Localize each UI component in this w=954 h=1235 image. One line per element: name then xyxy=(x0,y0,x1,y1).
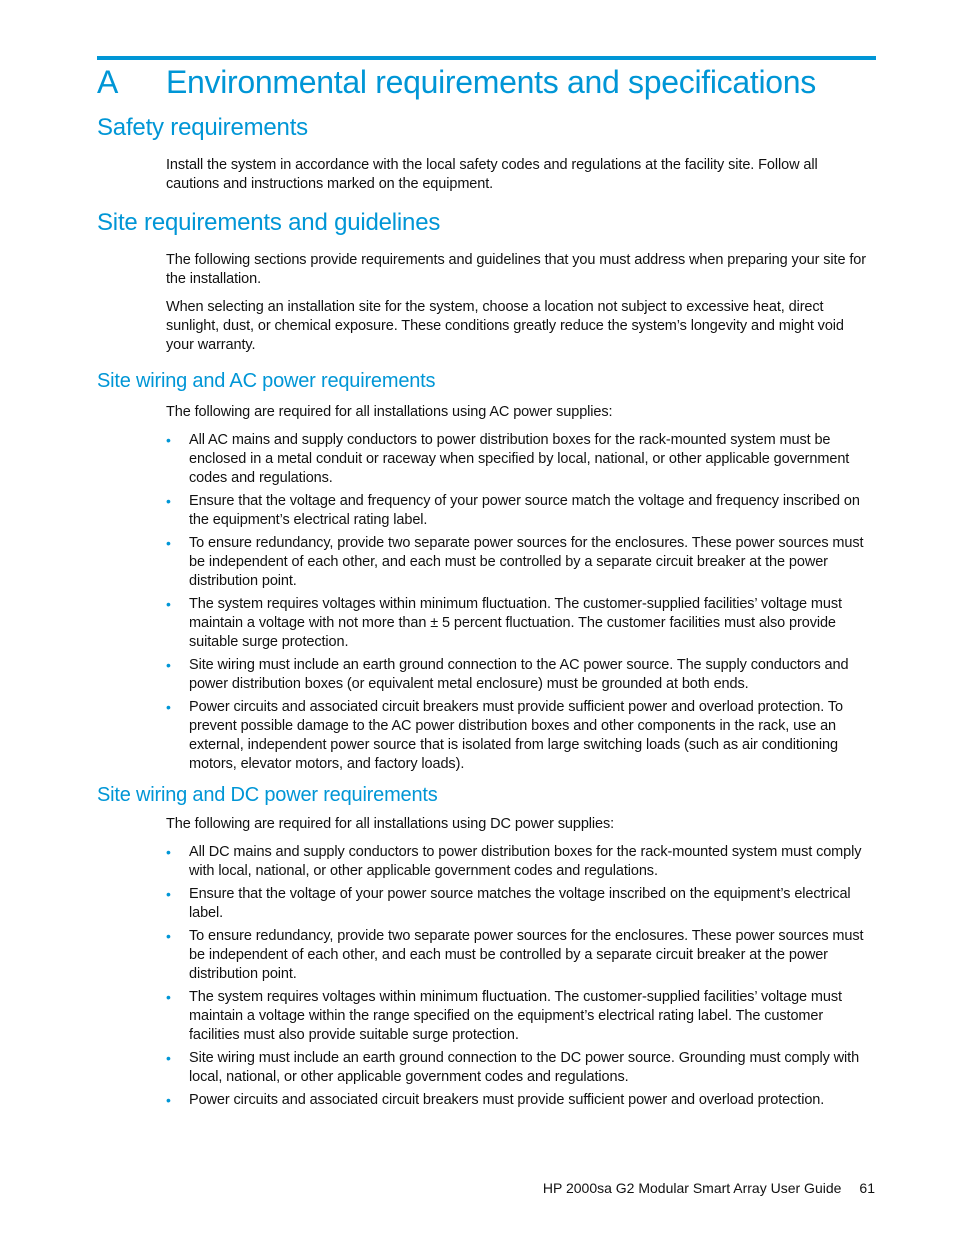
bullet-icon: • xyxy=(166,535,171,551)
safety-paragraph: Install the system in accordance with the local safety codes and regulations at the facility site. Follow all cautions and instructions marked on the equipment. xyxy=(166,157,818,192)
chapter-letter: A xyxy=(97,64,119,100)
bullet-icon: • xyxy=(166,886,171,902)
list-item: • Site wiring must include an earth ground connection to the DC power source. Grounding must comply with local, national, or other applicable government codes and regulations. xyxy=(166,1050,860,1085)
list-item: • To ensure redundancy, provide two separate power sources for the enclosures. These power sources must be independent of each other, and each must be controlled by a separate circuit breaker at the power distribution point. xyxy=(166,928,864,982)
ac-section xyxy=(97,367,873,774)
site-paragraph-2: When selecting an installation site for the system, choose a location not subject to excessive heat, direct sunlight, dust, or chemical exposure. These conditions greatly reduce the system’s longevity and might void your warranty. xyxy=(166,299,844,353)
list-item: • Site wiring must include an earth ground connection to the AC power source. The supply conductors and power distribution boxes (or equivalent metal enclosure) must be grounded at both ends. xyxy=(166,657,849,692)
footer-page-number: 61 xyxy=(859,1180,875,1196)
dc-heading: Site wiring and DC power requirements xyxy=(97,784,438,806)
bullet-icon: • xyxy=(166,432,171,448)
bullet-icon: • xyxy=(166,1092,171,1108)
chapter-title: Environmental requirements and specifications xyxy=(166,64,816,100)
dc-section xyxy=(97,781,873,1110)
dc-list xyxy=(97,843,873,1110)
list-item: • Ensure that the voltage of your power source matches the voltage inscribed on the equipment’s electrical label. xyxy=(166,886,851,921)
list-item: • Ensure that the voltage and frequency of your power source match the voltage and frequency inscribed on the equipment’s electrical rating label. xyxy=(166,493,860,528)
list-item: • All DC mains and supply conductors to power distribution boxes for the rack-mounted system must comply with local, national, or other applicable government codes and regulations. xyxy=(166,844,862,879)
dc-intro: The following are required for all installations using DC power supplies: xyxy=(166,816,615,832)
list-item: • Power circuits and associated circuit breakers must provide sufficient power and overload protection. To prevent possible damage to the AC power distribution boxes and other components in the rack, use an external, independent power source that is isolated from large switching loads (such as air conditioning motors, elevator motors, and factory loads). xyxy=(166,699,843,772)
site-paragraph-1: The following sections provide requirements and guidelines that you must address when preparing your site for the installation. xyxy=(166,252,866,287)
ac-heading: Site wiring and AC power requirements xyxy=(97,370,436,392)
safety-section xyxy=(97,112,873,194)
chapter-heading xyxy=(97,61,876,103)
bullet-icon: • xyxy=(166,1050,171,1066)
safety-heading: Safety requirements xyxy=(97,114,308,141)
bullet-icon: • xyxy=(166,928,171,944)
site-section xyxy=(97,207,873,355)
footer-guide-title: HP 2000sa G2 Modular Smart Array User Guide xyxy=(542,1180,842,1196)
list-item: • The system requires voltages within minimum fluctuation. The customer-supplied facilities’ voltage must maintain a voltage within the range specified on the equipment’s electrical rating label. The customer facilities must also provide suitable surge protection. xyxy=(166,989,842,1043)
ac-list xyxy=(97,431,873,774)
chapter-top-rule xyxy=(97,56,876,60)
page-content xyxy=(97,112,873,1110)
bullet-icon: • xyxy=(166,699,171,715)
bullet-icon: • xyxy=(166,844,171,860)
bullet-icon: • xyxy=(166,493,171,509)
list-item: • The system requires voltages within minimum fluctuation. The customer-supplied facilities’ voltage must maintain a voltage with not more than ± 5 percent fluctuation. The customer facilities must also provide suitable surge protection. xyxy=(166,596,842,650)
list-item: • To ensure redundancy, provide two separate power sources for the enclosures. These power sources must be independent of each other, and each must be controlled by a separate circuit breaker at the power distribution point. xyxy=(166,535,864,589)
bullet-icon: • xyxy=(166,596,171,612)
list-item: • All AC mains and supply conductors to power distribution boxes for the rack-mounted system must be enclosed in a metal conduit or raceway when specified by local, national, or other applicable government codes and regulations. xyxy=(166,432,850,486)
page-footer xyxy=(543,1178,875,1198)
bullet-icon: • xyxy=(166,657,171,673)
list-item: • Power circuits and associated circuit breakers must provide sufficient power and overload protection. xyxy=(166,1092,825,1108)
ac-intro: The following are required for all installations using AC power supplies: xyxy=(166,404,613,420)
bullet-icon: • xyxy=(166,989,171,1005)
site-heading: Site requirements and guidelines xyxy=(97,209,441,236)
